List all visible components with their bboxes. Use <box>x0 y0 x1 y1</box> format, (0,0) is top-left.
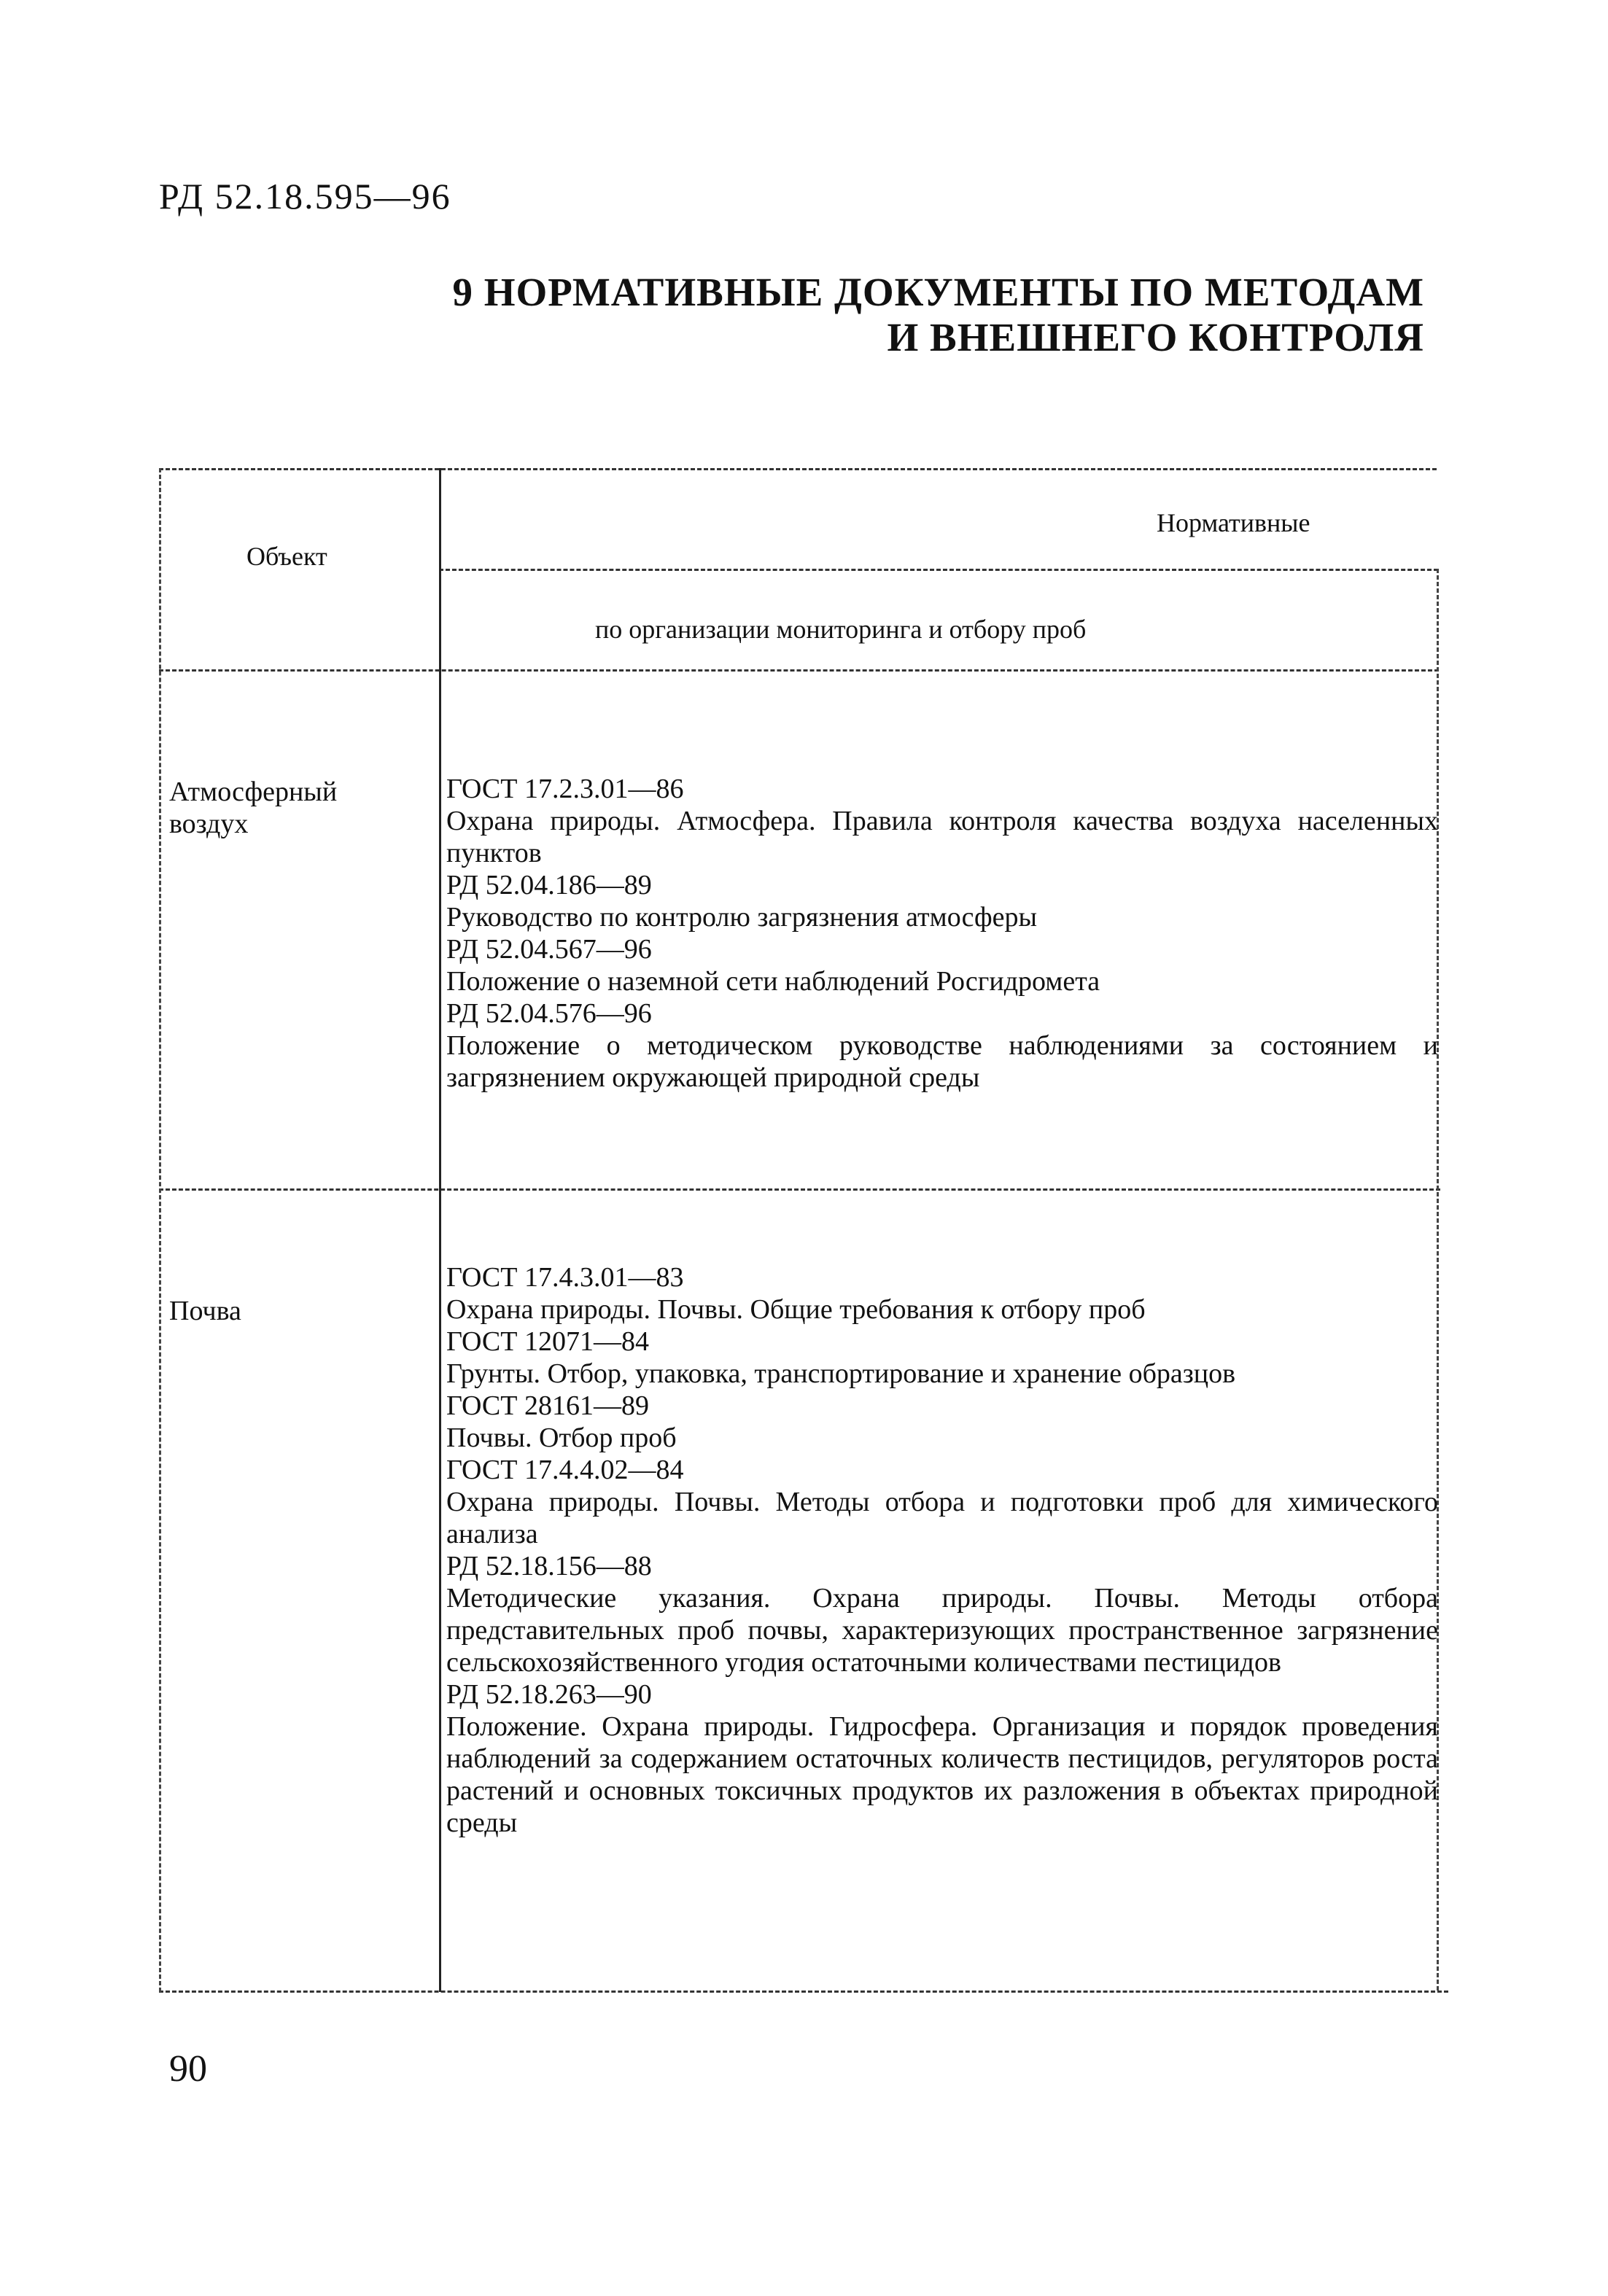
document-title-entry: Положение о методическом руководстве наблюдениями за состоянием и загрязнением окружающей природной среды <box>446 1030 1438 1093</box>
document-code-entry: РД 52.18.156—88 <box>446 1551 652 1581</box>
document-code-entry: ГОСТ 17.4.3.01—83 <box>446 1262 684 1293</box>
document-title-entry: Почвы. Отбор проб <box>446 1423 677 1453</box>
document-code-entry: ГОСТ 28161—89 <box>446 1390 649 1421</box>
header-bottom-border <box>159 669 1439 672</box>
object-label-line-1: Атмосферный <box>169 777 338 807</box>
document-code-entry: ГОСТ 17.2.3.01—86 <box>446 774 684 804</box>
document-title-entry: Положение. Охрана природы. Гидросфера. Организация и порядок проведения наблюдений за содержанием остаточных количеств пестицидов, регуляторов роста растений и основных токсичных продуктов их разложения в объектах природной среды <box>446 1711 1438 1838</box>
document-code-entry: ГОСТ 17.4.4.02—84 <box>446 1455 684 1485</box>
document-title-entry: Положение о наземной сети наблюдений Росгидромета <box>446 966 1100 997</box>
object-column-header: Объект <box>246 542 327 571</box>
document-title-entry: Грунты. Отбор, упаковка, транспортирование и хранение образцов <box>446 1358 1236 1389</box>
column-divider <box>439 468 441 1992</box>
table-top-border <box>159 468 1437 470</box>
soil-documents-list <box>446 1261 1438 1839</box>
section-title-line-1: 9 НОРМАТИВНЫЕ ДОКУМЕНТЫ ПО МЕТОДАМ <box>452 270 1424 314</box>
object-label-line-1: Почва <box>169 1296 241 1326</box>
document-title-entry: Охрана природы. Почвы. Методы отбора и подготовки проб для химического анализа <box>446 1487 1438 1549</box>
object-soil <box>169 1295 241 1327</box>
document-code-entry: РД 52.04.567—96 <box>446 934 652 965</box>
document-code-entry: РД 52.18.263—90 <box>446 1679 652 1710</box>
table-left-border <box>159 468 161 1992</box>
document-code: РД 52.18.595—96 <box>159 176 451 217</box>
document-code-entry: ГОСТ 12071—84 <box>446 1326 649 1357</box>
object-atmospheric-air <box>169 776 337 840</box>
table-bottom-border <box>159 1990 1448 1993</box>
document-title-entry: Методические указания. Охрана природы. Почвы. Методы отбора представительных проб почвы, характеризующих пространственное загрязнение сельскохозяйственного угодия остаточными количествами пестицидов <box>446 1583 1438 1678</box>
row-divider <box>159 1188 1440 1191</box>
document-code-entry: РД 52.04.576—96 <box>446 998 652 1029</box>
normative-column-header: Нормативные <box>1157 508 1310 537</box>
document-title-entry: Охрана природы. Атмосфера. Правила контроля качества воздуха населенных пунктов <box>446 806 1438 868</box>
document-code-entry: РД 52.04.186—89 <box>446 870 652 900</box>
section-title <box>257 270 1424 360</box>
page-number: 90 <box>169 2048 207 2090</box>
section-title-line-2: И ВНЕШНЕГО КОНТРОЛЯ <box>887 315 1424 359</box>
atmosphere-documents-list <box>446 773 1438 1094</box>
document-title-entry: Охрана природы. Почвы. Общие требования к отбору проб <box>446 1294 1146 1325</box>
header-divider <box>439 569 1438 571</box>
document-title-entry: Руководство по контролю загрязнения атмосферы <box>446 902 1038 933</box>
monitoring-subheader: по организации мониторинга и отбору проб <box>595 615 1087 644</box>
object-label-line-2: воздух <box>169 809 249 839</box>
